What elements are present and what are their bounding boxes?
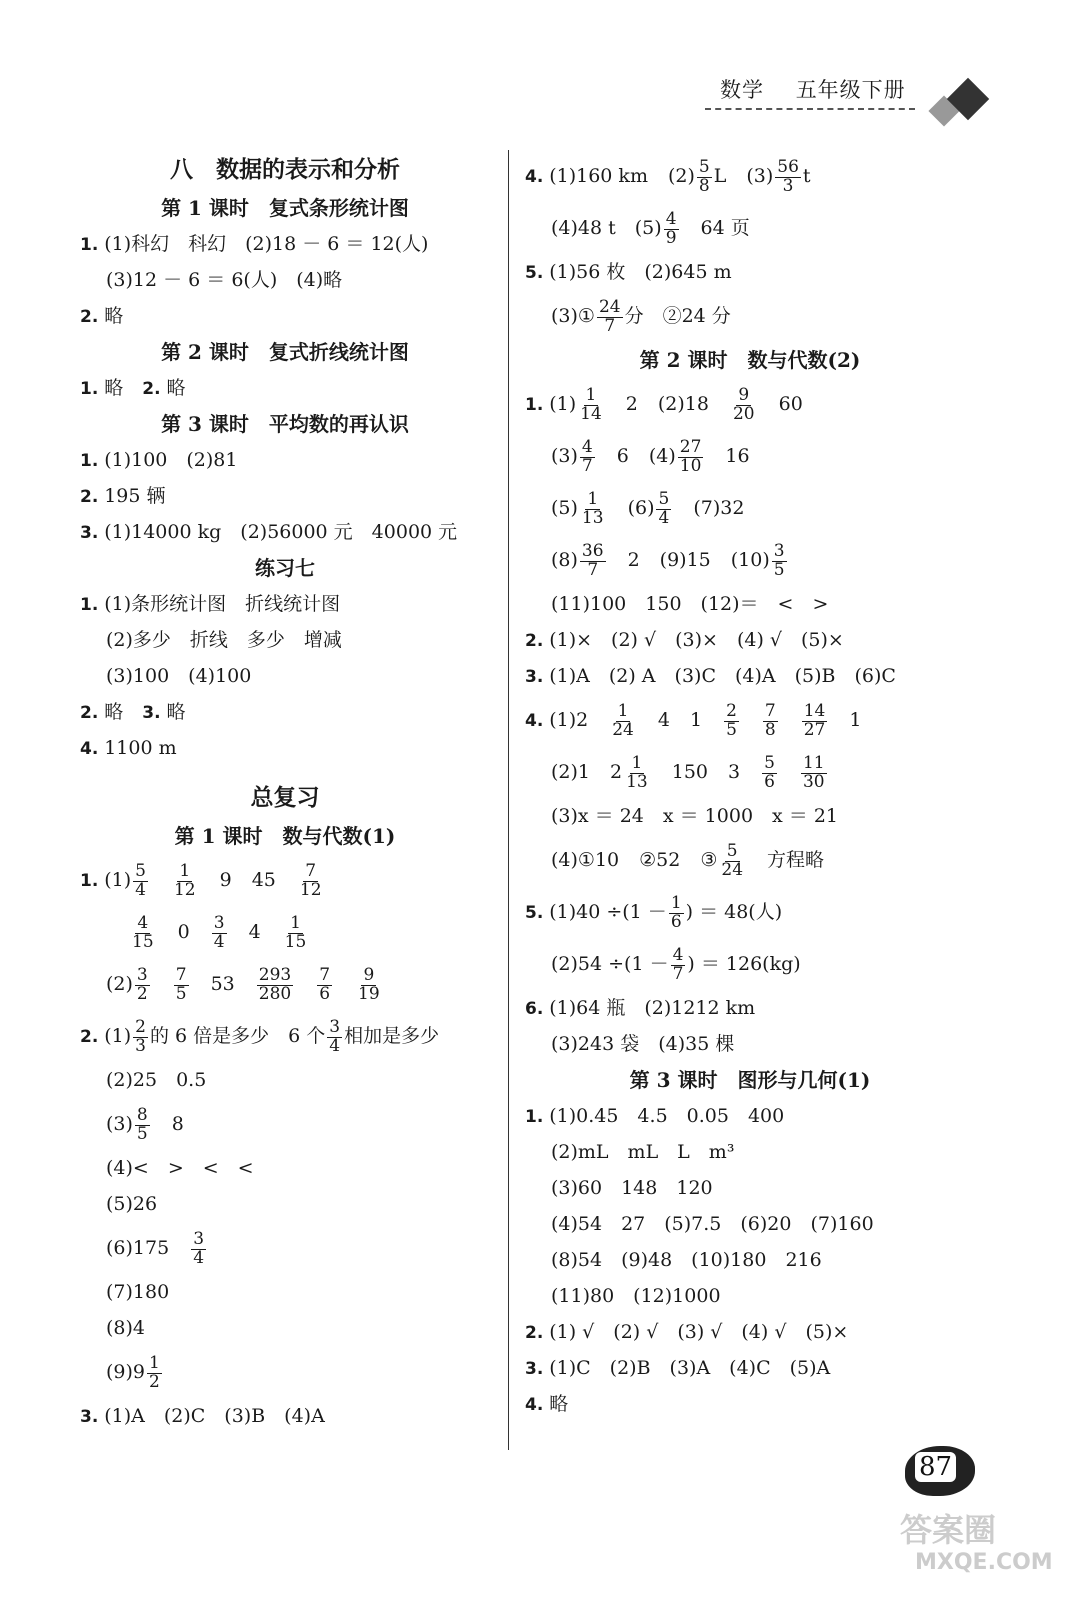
header-rule [705, 108, 915, 110]
answer-line: (2)54 ÷(1 － $\frac{4}{7}$ ) ＝ 126(kg) [551, 944, 801, 984]
lesson-title: 第 2 课时 数与代数(2) [639, 348, 861, 372]
header-subject: 数学 [720, 78, 764, 102]
answer-line: (3)① $\frac{24}{7}$ 分 ②24 分 [551, 296, 731, 336]
lesson-title: 第 3 课时 平均数的再认识 [161, 412, 409, 436]
answer-line: (8)54 (9)48 (10)180 216 [551, 1249, 822, 1271]
answer-line: (8) $\frac{36}{7}$ 2 (9)15 (10) $\frac{3}{5}$ [551, 540, 785, 580]
answer-line: (3)12 － 6 ＝ 6(人) (4)略 [106, 269, 343, 291]
answer-line: 1. (1)100 (2)81 [80, 449, 238, 471]
lesson-title: 第 1 课时 数与代数(1) [174, 824, 396, 848]
left-column [80, 150, 490, 1434]
section-title: 练习七 [255, 556, 315, 580]
answer-line: (2)1 2 $\frac{1}{13}$ 150 3 $\frac{5}{6}$ $\frac{11}{30}$ [551, 752, 825, 792]
answer-line: 3. (1)A (2)C (3)B (4)A [80, 1405, 325, 1427]
chapter-title: 八 数据的表示和分析 [170, 156, 400, 183]
answer-line: (3) $\frac{4}{7}$ 6 (4) $\frac{27}{10}$ 16 [551, 436, 750, 476]
answer-line: 1. (1) $\frac{1}{14}$ 2 (2)18 $\frac{9}{20}$ 60 [525, 384, 803, 424]
right-column [525, 150, 975, 1422]
answer-line: 5. (1)56 枚 (2)645 m [525, 261, 732, 283]
answer-line: 2. 略 [80, 305, 124, 327]
answer-line: 4. (1)2 $\frac{1}{24}$ 4 1 $\frac{2}{5}$ $\frac{7}{8}$ $\frac{14}{27}$ 1 [525, 700, 862, 740]
answer-line: (2)mL mL L m³ [551, 1141, 735, 1163]
answer-line: (11)100 150 (12)＝ < > [551, 593, 829, 615]
answer-line: (3)60 148 120 [551, 1177, 713, 1199]
header-grade: 五年级下册 [795, 78, 906, 102]
answer-line: 2. 195 辆 [80, 485, 166, 507]
lesson-title: 第 2 课时 复式折线统计图 [161, 340, 409, 364]
answer-line: 1. (1) $\frac{5}{4}$ $\frac{1}{12}$ 9 45 $\frac{7}{12}$ [80, 860, 322, 900]
answer-line: (4)48 t (5) $\frac{4}{9}$ 64 页 [551, 208, 750, 248]
answer-line: (9)9 $\frac{1}{2}$ [106, 1352, 160, 1392]
answer-line: (2)多少 折线 多少 增减 [106, 629, 342, 651]
answer-line: (8)4 [106, 1317, 146, 1339]
answer-line: (2) $\frac{3}{2}$ $\frac{7}{5}$ 53 $\frac{293}{280}$ $\frac{7}{6}$ $\frac{9}{19}$ [106, 964, 380, 1004]
header-diamond-icon [925, 70, 995, 140]
watermark: 答案圈 [900, 1511, 997, 1549]
answer-line: 2. 略 3. 略 [80, 701, 186, 723]
answer-line: 3. (1)A (2) A (3)C (4)A (5)B (6)C [525, 665, 896, 687]
answer-line: (4)54 27 (5)7.5 (6)20 (7)160 [551, 1213, 874, 1235]
answer-line: (4)①10 ②52 ③ $\frac{5}{24}$ 方程略 [551, 840, 825, 880]
answer-line: 2. (1)× (2) √ (3)× (4) √ (5)× [525, 629, 844, 651]
watermark-url: MXQE.COM [915, 1550, 1053, 1575]
page-number: 87 [905, 1438, 975, 1498]
answer-line: 6. (1)64 瓶 (2)1212 km [525, 997, 756, 1019]
answer-line: 3. (1)14000 kg (2)56000 元 40000 元 [80, 521, 458, 543]
column-divider [508, 150, 509, 1450]
answer-line: (5) $\frac{1}{13}$ (6) $\frac{5}{4}$ (7)32 [551, 488, 745, 528]
answer-line: 3. (1)C (2)B (3)A (4)C (5)A [525, 1357, 831, 1379]
lesson-title: 第 3 课时 图形与几何(1) [629, 1068, 871, 1092]
answer-line: 2. (1) $\frac{2}{3}$ 的 6 倍是多少 6 个 $\frac{3}{4}$ 相加是多少 [80, 1016, 440, 1056]
answer-line: (7)180 [106, 1281, 170, 1303]
answer-line: 1. (1)0.45 4.5 0.05 400 [525, 1105, 785, 1127]
answer-line: (5)26 [106, 1193, 158, 1215]
answer-line: (2)25 0.5 [106, 1069, 207, 1091]
answer-line: (3)100 (4)100 [106, 665, 252, 687]
answer-line: (11)80 (12)1000 [551, 1285, 721, 1307]
answer-line: 4. (1)160 km (2) $\frac{5}{8}$ L (3) $\frac{56}{3}$ t [525, 156, 811, 196]
answer-line: 1. (1)条形统计图 折线统计图 [80, 593, 341, 615]
answer-line: 4. 略 [525, 1393, 569, 1415]
lesson-title: 第 1 课时 复式条形统计图 [161, 196, 409, 220]
answer-line: 2. (1) √ (2) √ (3) √ (4) √ (5)× [525, 1321, 849, 1343]
review-title: 总复习 [250, 784, 320, 811]
answer-line: 1. (1)科幻 科幻 (2)18 － 6 ＝ 12(人) [80, 233, 429, 255]
page-header [720, 74, 930, 104]
answer-line: 4. 1100 m [80, 737, 177, 759]
answer-line: (4)< > < < [106, 1157, 254, 1179]
answer-line: (3) $\frac{8}{5}$ 8 [106, 1104, 184, 1144]
answer-line: 5. (1)40 ÷(1 － $\frac{1}{6}$ ) ＝ 48(人) [525, 892, 783, 932]
answer-line: (3)x ＝ 24 x ＝ 1000 x ＝ 21 [551, 805, 839, 827]
answer-line: (6)175 $\frac{3}{4}$ [106, 1228, 205, 1268]
answer-line: (3)243 袋 (4)35 棵 [551, 1033, 735, 1055]
answer-line: 1. 略 2. 略 [80, 377, 186, 399]
answer-line: $\frac{4}{15}$ 0 $\frac{3}{4}$ 4 $\frac{1}{15}$ [132, 912, 307, 952]
